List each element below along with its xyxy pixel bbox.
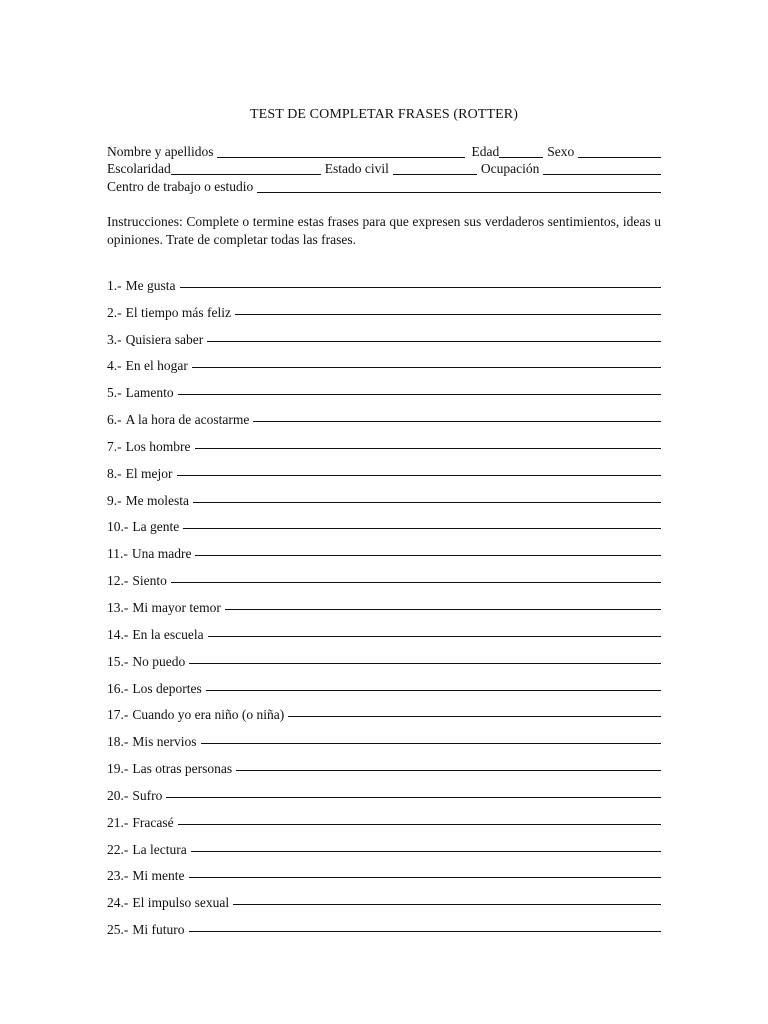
workplace-field[interactable] [257, 179, 661, 193]
sentence-prompt: Los hombre [125, 438, 191, 454]
sentence-prompt: Cuando yo era niño (o niña) [132, 707, 285, 723]
sentence-answer-field[interactable] [189, 921, 662, 932]
age-label: Edad [471, 144, 500, 159]
sentence-answer-field[interactable] [178, 384, 661, 395]
marital-status-label: Estado civil [324, 161, 389, 176]
occupation-label: Ocupación [480, 161, 540, 176]
sentence-number: 16.- [107, 680, 129, 696]
sentence-number: 11.- [107, 546, 128, 562]
sentence-number: 15.- [107, 653, 129, 669]
document-page [107, 0, 661, 1024]
sentence-number: 18.- [107, 734, 129, 750]
sentence-item [107, 321, 661, 348]
sentence-item [107, 777, 661, 804]
name-field[interactable] [217, 144, 465, 158]
sentence-answer-field[interactable] [166, 787, 661, 798]
sentence-item [107, 482, 661, 509]
sentence-item [107, 858, 661, 885]
sentence-number: 4.- [107, 358, 122, 374]
header-row-workplace [107, 178, 661, 195]
workplace-label: Centro de trabajo o estudio [107, 179, 254, 194]
sentence-answer-field[interactable] [235, 304, 661, 315]
sentence-item [107, 750, 661, 777]
sentence-prompt: Los deportes [132, 680, 202, 696]
sentence-answer-field[interactable] [206, 680, 661, 691]
sentence-number: 10.- [107, 519, 129, 535]
sentence-item [107, 348, 661, 375]
header-row-schooling [107, 160, 661, 177]
schooling-field[interactable] [171, 161, 321, 175]
sentence-item [107, 455, 661, 482]
sentence-prompt: El impulso sexual [132, 895, 230, 911]
sentence-number: 12.- [107, 573, 129, 589]
sentence-answer-field[interactable] [193, 492, 661, 503]
sentence-answer-field[interactable] [195, 545, 661, 556]
sentence-item [107, 401, 661, 428]
sentence-prompt: Me molesta [125, 492, 189, 508]
name-label: Nombre y apellidos [107, 144, 214, 159]
sentence-prompt: Fracasé [132, 814, 174, 830]
occupation-field[interactable] [543, 161, 661, 175]
instructions-text: Instrucciones: Complete o termine estas frases para que expresen sus verdaderos sentimientos, ideas u opiniones. Trate de completar todas las frases. [107, 214, 661, 247]
sentence-number: 2.- [107, 304, 122, 320]
sentence-item [107, 723, 661, 750]
sentence-answer-field[interactable] [192, 357, 661, 368]
sentence-item [107, 562, 661, 589]
sentence-item [107, 643, 661, 670]
sentence-number: 9.- [107, 492, 122, 508]
sentence-number: 23.- [107, 868, 129, 884]
sentence-answer-field[interactable] [233, 894, 661, 905]
sentence-number: 13.- [107, 599, 129, 615]
sentence-prompt: En la escuela [132, 626, 204, 642]
sentence-number: 25.- [107, 922, 129, 938]
sentence-item [107, 589, 661, 616]
sentence-answer-field[interactable] [189, 653, 661, 664]
sentence-number: 7.- [107, 438, 122, 454]
sentence-prompt: La gente [132, 519, 180, 535]
sentence-prompt: Las otras personas [132, 761, 233, 777]
sentence-item [107, 697, 661, 724]
sentence-prompt: Mi futuro [132, 922, 185, 938]
sentence-number: 8.- [107, 465, 122, 481]
marital-status-field[interactable] [393, 161, 477, 175]
sentence-answer-field[interactable] [208, 626, 661, 637]
sentence-item [107, 670, 661, 697]
sentence-number: 21.- [107, 814, 129, 830]
sentence-answer-field[interactable] [191, 841, 661, 852]
sentence-answer-field[interactable] [201, 733, 662, 744]
sentence-number: 17.- [107, 707, 129, 723]
sentence-prompt: Sufro [132, 787, 163, 803]
sentence-answer-field[interactable] [195, 438, 662, 449]
sentence-answer-field[interactable] [180, 277, 662, 288]
sentence-prompt: Me gusta [125, 277, 176, 293]
document-title: TEST DE COMPLETAR FRASES (ROTTER) [250, 107, 518, 122]
sentence-item [107, 911, 661, 938]
sentence-answer-field[interactable] [189, 867, 662, 878]
sentence-answer-field[interactable] [171, 572, 661, 583]
sex-label: Sexo [547, 144, 575, 159]
sentence-prompt: Siento [132, 573, 167, 589]
sentence-item [107, 509, 661, 536]
sentence-prompt: El mejor [125, 465, 173, 481]
sentence-prompt: Mi mayor temor [132, 599, 221, 615]
sentence-answer-field[interactable] [183, 518, 661, 529]
sentence-number: 3.- [107, 331, 122, 347]
sentence-answer-field[interactable] [207, 331, 661, 342]
sentence-answer-field[interactable] [288, 706, 661, 717]
sentence-item [107, 884, 661, 911]
age-field[interactable] [499, 144, 543, 158]
sentence-prompt: Mi mente [132, 868, 185, 884]
sentence-answer-field[interactable] [225, 599, 661, 610]
sentence-number: 20.- [107, 787, 129, 803]
sentence-number: 19.- [107, 761, 129, 777]
sentence-answer-field[interactable] [177, 465, 662, 476]
sentence-item [107, 267, 661, 294]
sentence-item [107, 535, 661, 562]
sentence-prompt: Una madre [131, 546, 192, 562]
sentence-item [107, 616, 661, 643]
sentence-item [107, 294, 661, 321]
sentence-prompt: Mis nervios [132, 734, 197, 750]
sentence-answer-field[interactable] [178, 814, 661, 825]
sentence-number: 22.- [107, 841, 129, 857]
sentence-item [107, 804, 661, 831]
sentence-prompt: El tiempo más feliz [125, 304, 231, 320]
sentence-number: 5.- [107, 385, 122, 401]
sentence-prompt: No puedo [132, 653, 186, 669]
sentence-number: 6.- [107, 412, 122, 428]
schooling-label: Escolaridad [107, 161, 171, 176]
sentence-number: 1.- [107, 277, 122, 293]
sentence-list [107, 267, 661, 938]
sex-field[interactable] [578, 144, 661, 158]
sentence-prompt: La lectura [132, 841, 187, 857]
sentence-item [107, 428, 661, 455]
sentence-prompt: En el hogar [125, 358, 188, 374]
sentence-number: 14.- [107, 626, 129, 642]
sentence-item [107, 831, 661, 858]
header-row-name [107, 143, 661, 160]
sentence-answer-field[interactable] [236, 760, 661, 771]
sentence-prompt: Quisiera saber [125, 331, 204, 347]
sentence-prompt: Lamento [125, 385, 174, 401]
sentence-number: 24.- [107, 895, 129, 911]
sentence-answer-field[interactable] [253, 411, 661, 422]
sentence-item [107, 374, 661, 401]
sentence-prompt: A la hora de acostarme [125, 412, 250, 428]
